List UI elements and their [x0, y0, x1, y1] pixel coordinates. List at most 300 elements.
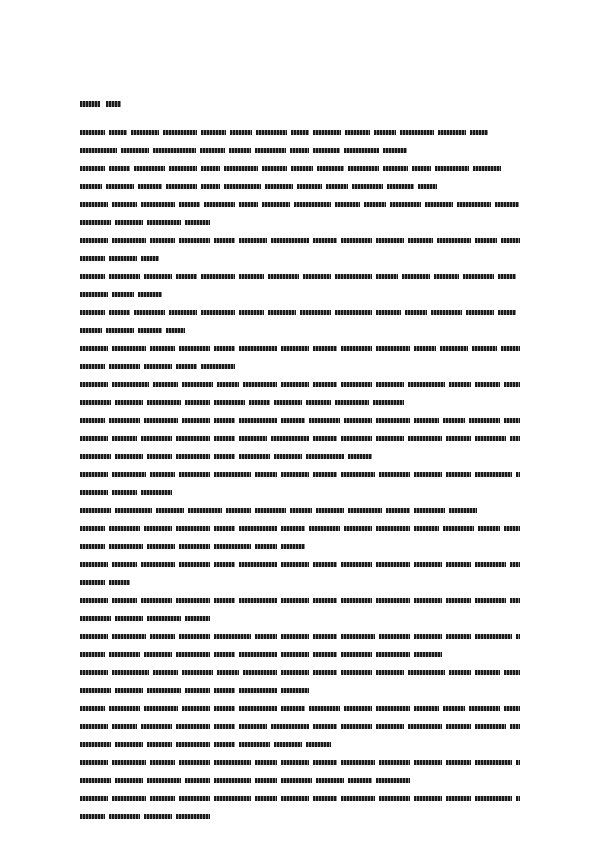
word [115, 220, 143, 225]
word [224, 166, 258, 171]
word [176, 724, 210, 729]
word [376, 670, 404, 675]
title-word [106, 101, 121, 107]
word [316, 778, 344, 783]
word [268, 310, 296, 315]
text-line [80, 144, 520, 156]
text-line [80, 774, 520, 786]
word [408, 382, 445, 387]
word [214, 706, 236, 711]
word [434, 274, 459, 279]
word [313, 436, 338, 441]
word [239, 346, 276, 351]
word [80, 382, 108, 387]
word [255, 544, 277, 549]
word [341, 238, 372, 243]
word [255, 148, 286, 153]
word [144, 526, 172, 531]
word [317, 166, 345, 171]
word [516, 634, 520, 639]
word [313, 652, 338, 657]
word [414, 472, 442, 477]
text-line [80, 522, 520, 534]
word [313, 724, 338, 729]
word [249, 400, 271, 405]
word [153, 670, 178, 675]
word [414, 418, 439, 423]
word [379, 634, 410, 639]
word [504, 418, 520, 423]
word [80, 598, 108, 603]
word [313, 346, 338, 351]
paragraph [80, 468, 520, 498]
word [438, 130, 466, 135]
word [179, 202, 201, 207]
word [475, 472, 512, 477]
word [224, 184, 261, 189]
word [463, 274, 494, 279]
word [255, 760, 277, 765]
word [80, 274, 105, 279]
text-line [80, 468, 520, 480]
word [281, 382, 309, 387]
word [281, 670, 309, 675]
word [112, 346, 146, 351]
word [281, 688, 309, 693]
word [281, 346, 309, 351]
word [449, 508, 477, 513]
word [80, 742, 111, 747]
word [80, 148, 117, 153]
word [475, 562, 506, 567]
word [153, 148, 196, 153]
word [414, 346, 436, 351]
word [446, 796, 471, 801]
word [138, 292, 163, 297]
word [106, 184, 134, 189]
word [112, 562, 137, 567]
word [475, 634, 512, 639]
word [440, 346, 468, 351]
word [176, 454, 210, 459]
word [80, 490, 108, 495]
word [141, 436, 172, 441]
word [335, 310, 372, 315]
word [112, 292, 134, 297]
word [112, 634, 146, 639]
word [150, 238, 175, 243]
word [376, 562, 410, 567]
text-line [80, 342, 520, 354]
word [144, 418, 178, 423]
word [214, 778, 251, 783]
word [147, 544, 175, 549]
word [294, 202, 331, 207]
word [504, 670, 520, 675]
word [214, 238, 236, 243]
word [446, 562, 471, 567]
word [182, 670, 213, 675]
word [144, 364, 172, 369]
word [402, 274, 430, 279]
word [475, 598, 506, 603]
word [112, 436, 137, 441]
word [341, 382, 372, 387]
paragraph [80, 306, 520, 336]
word [176, 814, 210, 819]
word [341, 598, 372, 603]
word [80, 364, 105, 369]
word [435, 166, 469, 171]
word [214, 760, 251, 765]
word [274, 454, 302, 459]
word [344, 148, 378, 153]
word [414, 526, 439, 531]
word [150, 472, 175, 477]
word [475, 238, 497, 243]
text-line [80, 180, 520, 192]
word [510, 562, 520, 567]
word [214, 472, 251, 477]
word [112, 472, 146, 477]
word [414, 652, 442, 657]
word [147, 454, 172, 459]
word [376, 382, 404, 387]
text-line [80, 162, 520, 174]
word [309, 418, 340, 423]
word [425, 202, 453, 207]
text-line [80, 270, 520, 282]
text-line [80, 576, 520, 588]
word [153, 382, 178, 387]
paragraph [80, 756, 520, 786]
text-line [80, 630, 520, 642]
word [229, 148, 251, 153]
word [179, 760, 210, 765]
word [150, 760, 175, 765]
word [80, 652, 105, 657]
word [179, 472, 210, 477]
text-line [80, 234, 520, 246]
word [475, 670, 500, 675]
word [274, 400, 302, 405]
text-line [80, 648, 520, 660]
text-line [80, 594, 520, 606]
word [138, 328, 163, 333]
word [475, 436, 506, 441]
word [80, 220, 111, 225]
word [239, 418, 276, 423]
paragraph [80, 162, 520, 228]
word [268, 274, 299, 279]
word [344, 706, 372, 711]
word [498, 274, 517, 279]
word [469, 706, 500, 711]
word [112, 238, 146, 243]
word [446, 598, 471, 603]
word [80, 778, 111, 783]
word [112, 202, 137, 207]
word [214, 652, 236, 657]
word [112, 490, 137, 495]
word [121, 148, 149, 153]
text-line [80, 810, 520, 822]
word [185, 616, 210, 621]
paragraph [80, 342, 520, 372]
word [80, 346, 108, 351]
word [201, 130, 226, 135]
word [414, 760, 442, 765]
word [313, 238, 338, 243]
word [446, 634, 471, 639]
word [112, 670, 149, 675]
word [478, 526, 500, 531]
word [243, 670, 277, 675]
word [291, 166, 313, 171]
word [109, 580, 131, 585]
paragraph [80, 270, 520, 300]
word [109, 814, 140, 819]
word [414, 706, 439, 711]
text-line [80, 360, 520, 372]
text-line [80, 378, 520, 390]
word [239, 436, 267, 441]
word [504, 706, 520, 711]
word [230, 130, 252, 135]
word [335, 400, 369, 405]
word [147, 220, 181, 225]
word [290, 148, 309, 153]
word [112, 760, 146, 765]
word [109, 418, 140, 423]
word [281, 760, 309, 765]
word [214, 562, 236, 567]
word [201, 364, 235, 369]
word [313, 598, 338, 603]
word [341, 436, 372, 441]
word [214, 526, 236, 531]
word [281, 598, 309, 603]
text-line [80, 396, 520, 408]
word [469, 418, 500, 423]
word [109, 544, 143, 549]
word [80, 760, 108, 765]
word [414, 562, 442, 567]
word [141, 490, 172, 495]
word [115, 454, 143, 459]
word [239, 598, 276, 603]
word [255, 634, 277, 639]
word [475, 796, 512, 801]
word [255, 508, 286, 513]
word [376, 274, 398, 279]
word [131, 130, 159, 135]
word [470, 130, 489, 135]
word [134, 166, 165, 171]
word [473, 166, 501, 171]
text-line [80, 612, 520, 624]
word [80, 580, 105, 585]
word [115, 616, 143, 621]
word [376, 418, 410, 423]
word [147, 400, 181, 405]
word [176, 526, 210, 531]
word [176, 652, 210, 657]
word [313, 472, 338, 477]
word [201, 166, 220, 171]
paragraph [80, 702, 520, 750]
word [141, 562, 175, 567]
word [144, 274, 172, 279]
text-line [80, 702, 520, 714]
word [262, 166, 287, 171]
word [376, 526, 410, 531]
word [495, 202, 520, 207]
word [306, 742, 331, 747]
word [341, 670, 372, 675]
word [341, 634, 375, 639]
word [341, 724, 372, 729]
word [141, 202, 175, 207]
word [414, 634, 442, 639]
word [516, 760, 520, 765]
word [217, 382, 239, 387]
word [239, 274, 264, 279]
word [344, 526, 372, 531]
word [166, 328, 185, 333]
word [112, 598, 137, 603]
text-line [80, 432, 520, 444]
word [472, 346, 497, 351]
word [179, 238, 210, 243]
word [335, 202, 360, 207]
word [109, 364, 140, 369]
text-line [80, 540, 520, 552]
word [176, 436, 210, 441]
word [243, 382, 277, 387]
word [271, 724, 308, 729]
word [348, 508, 382, 513]
word [80, 724, 108, 729]
word [80, 310, 105, 315]
word [374, 130, 396, 135]
text-line [80, 756, 520, 768]
word [316, 508, 344, 513]
word [255, 778, 277, 783]
word [379, 796, 410, 801]
word [115, 742, 143, 747]
word [201, 274, 235, 279]
word [176, 364, 198, 369]
word [179, 796, 210, 801]
word [255, 796, 277, 801]
word [313, 760, 338, 765]
word [274, 742, 302, 747]
word [106, 328, 134, 333]
word [80, 688, 111, 693]
word [109, 652, 140, 657]
word [313, 562, 338, 567]
word [182, 706, 210, 711]
word [348, 166, 379, 171]
word [112, 382, 149, 387]
word [341, 562, 372, 567]
word [303, 274, 331, 279]
word [115, 400, 143, 405]
word [414, 508, 445, 513]
word [341, 652, 372, 657]
word [501, 346, 520, 351]
word [214, 598, 236, 603]
text-line [80, 486, 520, 498]
word [147, 778, 181, 783]
word [166, 184, 197, 189]
word [341, 472, 375, 477]
text-line [80, 414, 520, 426]
word [115, 778, 143, 783]
word [239, 526, 276, 531]
word [313, 670, 338, 675]
paragraph [80, 378, 520, 408]
word [510, 724, 520, 729]
word [214, 418, 236, 423]
word [214, 796, 251, 801]
word [516, 796, 520, 801]
word [179, 346, 210, 351]
word [376, 598, 410, 603]
word [345, 130, 370, 135]
word [376, 778, 410, 783]
word [281, 418, 306, 423]
document-body [80, 126, 520, 828]
word [498, 310, 517, 315]
word [281, 652, 309, 657]
word [297, 184, 322, 189]
word [510, 598, 520, 603]
paragraph [80, 792, 520, 822]
word [239, 688, 276, 693]
word [309, 706, 340, 711]
word [226, 508, 251, 513]
word [383, 148, 408, 153]
word [185, 400, 210, 405]
word [80, 472, 108, 477]
word [182, 418, 210, 423]
word [239, 310, 264, 315]
word [376, 238, 404, 243]
word [80, 202, 108, 207]
word [80, 166, 105, 171]
word [466, 310, 494, 315]
word [109, 256, 137, 261]
word [109, 706, 140, 711]
word [214, 724, 236, 729]
word [281, 562, 309, 567]
word [408, 436, 442, 441]
word [408, 670, 445, 675]
word [176, 742, 210, 747]
word [80, 418, 105, 423]
word [239, 202, 258, 207]
word [364, 202, 386, 207]
word [412, 166, 431, 171]
word [150, 346, 175, 351]
word [501, 238, 520, 243]
text-line [80, 252, 520, 264]
word [239, 706, 276, 711]
word [373, 400, 404, 405]
word [109, 130, 128, 135]
